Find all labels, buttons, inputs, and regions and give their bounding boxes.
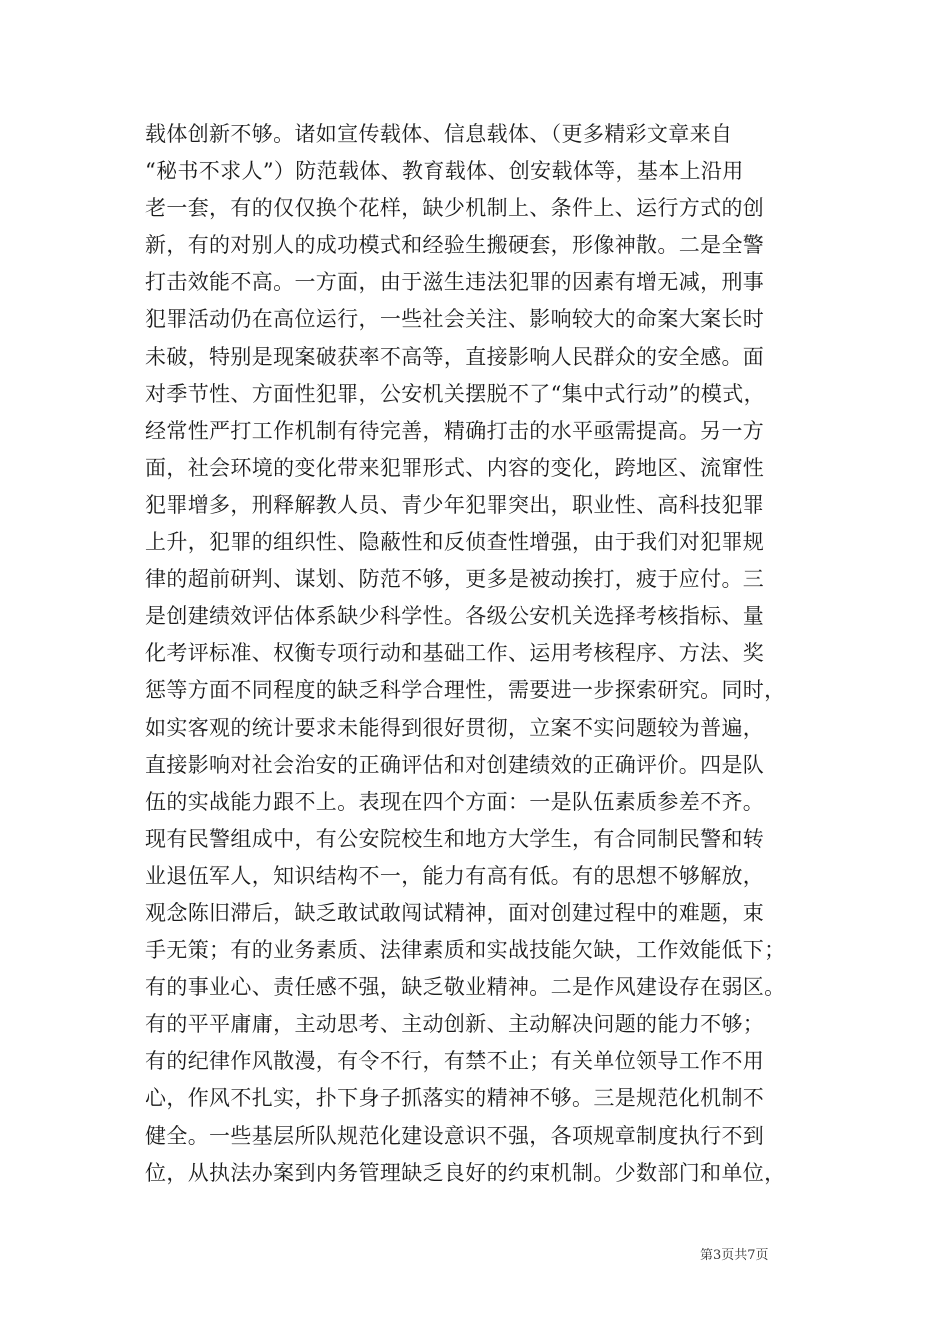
text-line: 心，作风不扎实，扑下身子抓落实的精神不够。三是规范化机制不	[145, 1086, 765, 1111]
text-line: 有的平平庸庸，主动思考、主动创新、主动解决问题的能力不够；	[145, 1012, 765, 1037]
text-line: 有的纪律作风散漫，有令不行，有禁不止；有关单位领导工作不用	[145, 1049, 765, 1074]
text-line: “秘书不求人”）防范载体、教育载体、创安载体等，基本上沿用	[145, 159, 744, 184]
text-line: 有的事业心、责任感不强，缺乏敬业精神。二是作风建设存在弱区。	[145, 975, 786, 1000]
text-line: 打击效能不高。一方面，由于滋生违法犯罪的因素有增无减，刑事	[145, 270, 765, 295]
text-line: 新，有的对别人的成功模式和经验生搬硬套，形像神散。二是全警	[145, 233, 765, 258]
text-line: 载体创新不够。诸如宣传载体、信息载体、（更多精彩文章来自	[145, 122, 733, 146]
text-line: 现有民警组成中，有公安院校生和地方大学生，有合同制民警和转	[145, 826, 765, 851]
text-line: 犯罪活动仍在高位运行，一些社会关注、影响较大的命案大案长时	[145, 307, 765, 332]
text-line: 手无策；有的业务素质、法律素质和实战技能欠缺，工作效能低下；	[145, 938, 786, 963]
page-indicator: 第3页共7页	[700, 1248, 769, 1263]
text-line: 观念陈旧滞后，缺乏敢试敢闯试精神，面对创建过程中的难题，束	[145, 900, 765, 925]
text-line: 未破，特别是现案破获率不高等，直接影响人民群众的安全感。面	[145, 344, 765, 369]
text-line: 是创建绩效评估体系缺少科学性。各级公安机关选择考核指标、量	[145, 604, 765, 629]
text-line: 惩等方面不同程度的缺乏科学合理性，需要进一步探索研究。同时，	[145, 678, 786, 703]
text-line: 经常性严打工作机制有待完善，精确打击的水平亟需提高。另一方	[145, 418, 765, 443]
text-line: 老一套，有的仅仅换个花样，缺少机制上、条件上、运行方式的创	[145, 196, 765, 221]
text-line: 伍的实战能力跟不上。表现在四个方面：一是队伍素质参差不齐。	[145, 789, 765, 814]
text-line: 业退伍军人，知识结构不一，能力有高有低。有的思想不够解放，	[145, 863, 765, 888]
text-line: 上升，犯罪的组织性、隐蔽性和反侦查性增强，由于我们对犯罪规	[145, 530, 765, 555]
text-line: 健全。一些基层所队规范化建设意识不强，各项规章制度执行不到	[145, 1123, 765, 1148]
text-line: 如实客观的统计要求未能得到很好贯彻，立案不实问题较为普遍，	[145, 715, 765, 740]
text-line: 位，从执法办案到内务管理缺乏良好的约束机制。少数部门和单位，	[145, 1160, 786, 1185]
text-line: 直接影响对社会治安的正确评估和对创建绩效的正确评价。四是队	[145, 752, 765, 777]
text-line: 对季节性、方面性犯罪，公安机关摆脱不了“集中式行动”的模式，	[145, 381, 765, 406]
text-line: 面，社会环境的变化带来犯罪形式、内容的变化，跨地区、流窜性	[145, 455, 765, 480]
text-line: 化考评标准、权衡专项行动和基础工作、运用考核程序、方法、奖	[145, 641, 765, 666]
text-line: 犯罪增多，刑释解教人员、青少年犯罪突出，职业性、高科技犯罪	[145, 492, 765, 517]
document-body	[145, 116, 815, 1192]
text-line: 律的超前研判、谋划、防范不够，更多是被动挨打，疲于应付。三	[145, 567, 765, 592]
